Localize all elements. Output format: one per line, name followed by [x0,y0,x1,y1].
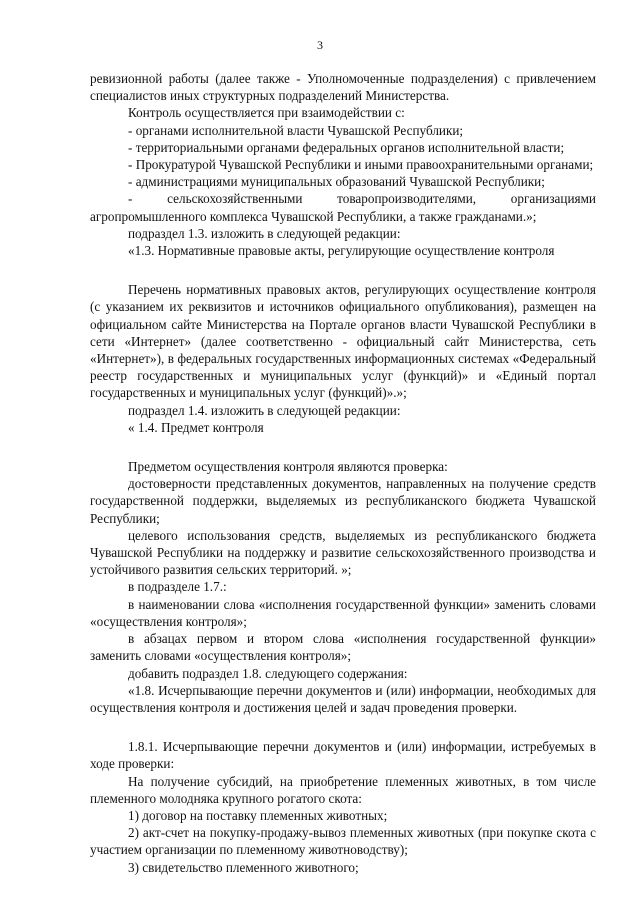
paragraph: целевого использования средств, выделяемых из республиканского бюджета Чувашской Республики на поддержку и развитие сельскохозяйственного производства и устойчивого развития сельских территорий. »; [90,527,596,578]
paragraph: Контроль осуществляется при взаимодействии с: [128,105,405,121]
spacer [90,259,596,281]
paragraph: ревизионной работы (далее также - Уполномоченные подразделения) с привлечением специалистов иных структурных подразделений Министерства. [90,71,596,104]
list-item: - сельскохозяйственными товаропроизводителями, организациями агропромышленного комплекса Чувашской Республики, а также гражданами.»; [90,191,596,224]
paragraph: Предметом осуществления контроля являются проверка: [128,459,448,475]
document-body [90,70,596,876]
section-heading: « 1.4. Предмет контроля [128,419,264,435]
list-item: - органами исполнительной власти Чувашской Республики; [128,122,464,138]
list-item: - территориальными органами федеральных органов исполнительной власти; [128,139,565,155]
paragraph: 1.8.1. Исчерпывающие перечни документов и (или) информации, истребуемых в ходе проверки: [90,739,596,772]
section-heading: «1.8. Исчерпывающие перечни документов и (или) информации, необходимых для осуществления контроля и достижения целей и задач проведения проверки. [90,682,596,715]
list-item: - администрациями муниципальных образований Чувашской Республики; [128,174,545,190]
list-item: 3) свидетельство племенного животного; [128,859,359,875]
list-item: 2) акт-счет на покупку-продажу-вывоз племенных животных (при покупке скота с участием организации по племенному животноводству); [90,825,596,858]
paragraph: На получение субсидий, на приобретение племенных животных, в том числе племенного молодняка крупного рогатого скота: [90,773,596,806]
paragraph: Перечень нормативных правовых актов, регулирующих осуществление контроля (с указанием их реквизитов и источников официального опубликования), размещен на официальном сайте Министерства на Портале органов власти Чувашской Республики в сети «Интернет» (далее соответственно - официальный сайт Министерства, сеть «Интернет»), в федеральных государственных информационных системах «Федеральный реестр государственных и муниципальных услуг (функций)» и «Единый портал государственных и муниципальных услуг (функций)».»; [90,282,596,401]
spacer [90,716,596,738]
paragraph: подраздел 1.4. изложить в следующей редакции: [128,402,401,418]
paragraph: подраздел 1.3. изложить в следующей редакции: [128,225,401,241]
paragraph: в абзацах первом и втором слова «исполнения государственной функции» заменить словами «осуществления контроля»; [90,631,596,664]
list-item: 1) договор на поставку племенных животных; [128,807,388,823]
paragraph: в подразделе 1.7.: [128,579,227,595]
section-heading: «1.3. Нормативные правовые акты, регулирующие осуществление контроля [128,243,555,259]
list-item: - Прокуратурой Чувашской Республики и иными правоохранительными органами; [128,157,594,173]
paragraph: в наименовании слова «исполнения государственной функции» заменить словами «осуществления контроля»; [90,596,596,629]
paragraph: достоверности представленных документов, направленных на получение средств государственной поддержки, выделяемых из республиканского бюджета Чувашской Республики; [90,476,596,526]
page-number: 3 [317,38,323,52]
paragraph: добавить подраздел 1.8. следующего содержания: [128,665,408,681]
spacer [90,436,596,458]
